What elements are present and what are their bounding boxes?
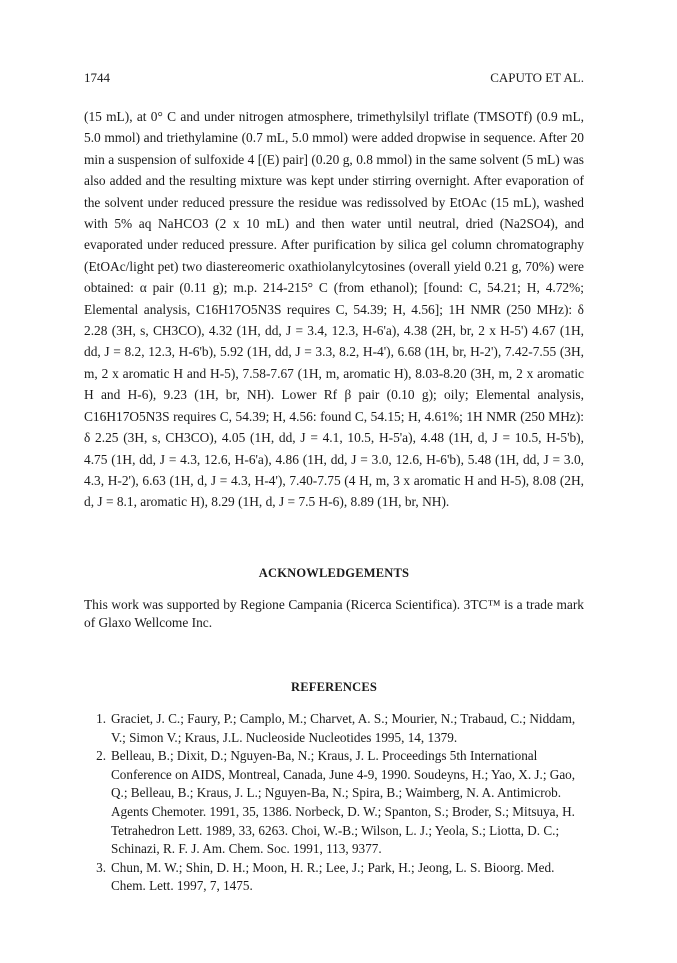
running-title: CAPUTO ET AL. bbox=[490, 70, 584, 85]
reference-number: 1. bbox=[96, 711, 106, 726]
reference-item bbox=[84, 710, 584, 747]
page-header bbox=[84, 70, 584, 90]
acknowledgements-text: This work was supported by Regione Campania (Ricerca Scientifica). 3TC™ is a trade mark of Glaxo Wellcome Inc. bbox=[84, 597, 584, 630]
reference-list bbox=[84, 710, 584, 896]
reference-item bbox=[84, 859, 584, 896]
experimental-paragraph bbox=[84, 106, 584, 513]
reference-text: Chun, M. W.; Shin, D. H.; Moon, H. R.; Lee, J.; Park, H.; Jeong, L. S. Bioorg. Med. Chem. Lett. 1997, 7, 1475. bbox=[111, 859, 555, 894]
body-paragraph: (15 mL), at 0° C and under nitrogen atmosphere, trimethylsilyl triflate (TMSOTf) (0.9 mL, 5.0 mmol) and triethylamine (0.7 mL, 5.0 mmol) were added dropwise in sequence. After 20 min a suspension of sulfoxide 4 [(E) pair] (0.20 g, 0.8 mmol) in the same solvent (5 mL) was also added and the resulting mixture was kept under stirring overnight. After evaporation of the solvent under reduced pressure the residue was redissolved by EtOAc (15 mL), washed with 5% aq NaHCO3 (2 x 10 mL) and then water until neutral, dried (Na2SO4), and evaporated under reduced pressure. After purification by silica gel column chromatography (EtOAc/light pet) two diastereomeric oxathiolanylcytosines (overall yield 0.21 g, 70%) were obtained: α pair (0.11 g); m.p. 214-215° C (from ethanol); [found: C, 54.21; H, 4.72%; Elemental analysis, C16H17O5N3S requires C, 54.39; H, 4.56]; 1H NMR (250 MHz): δ 2.28 (3H, s, CH3CO), 4.32 (1H, dd, J = 3.4, 12.3, H-6'a), 4.38 (2H, br, 2 x H-5') 4.67 (1H, dd, J = 8.2, 12.3, H-6'b), 5.92 (1H, dd, J = 3.3, 8.2, H-4'), 6.68 (1H, br, H-2'), 7.42-7.55 (3H, m, 2 x aromatic H and H-5), 7.58-7.67 (1H, m, aromatic H), 8.03-8.20 (3H, m, 2 x aromatic H and H-6), 9.23 (1H, br, NH). Lower Rf β pair (0.10 g); oily; Elemental analysis, C16H17O5N3S requires C, 54.39; H, 4.56: found C, 54.15; H, 4.61%; 1H NMR (250 MHz): δ 2.25 (3H, s, CH3CO), 4.05 (1H, dd, J = 4.1, 10.5, H-5'a), 4.48 (1H, d, J = 10.5, H-5'b), 4.75 (1H, dd, J = 4.3, 12.6, H-6'a), 4.86 (1H, dd, J = 3.0, 12.6, H-6'b), 5.48 (1H, dd, J = 3.0, 4.3, H-2'), 6.63 (1H, d, J = 4.3, H-4'), 7.40-7.75 (4 H, m, 3 x aromatic H and H-5), 8.08 (2H, d, J = 8.1, aromatic H), 8.29 (1H, d, J = 7.5 H-6), 8.89 (1H, br, NH). bbox=[84, 109, 584, 510]
acknowledgements-heading: ACKNOWLEDGEMENTS bbox=[258, 566, 410, 580]
page-number: 1744 bbox=[84, 70, 110, 85]
reference-text: Belleau, B.; Dixit, D.; Nguyen-Ba, N.; Kraus, J. L. Proceedings 5th International Conference on AIDS, Montreal, Canada, June 4-9, 1990. Soudeyns, H.; Yao, X. J.; Gao, Q.; Belleau, B.; Kraus, J. L.; Nguyen-Ba, N.; Spira, B.; Waimberg, N. A. Antimicrob. Agents Chemoter. 1991, 35, 1386. Norbeck, D. W.; Spanton, S.; Broder, S.; Mitsuya, H. Tetrahedron Lett. 1989, 33, 6263. Choi, W.-B.; Wilson, L. J.; Yeola, S.; Liotta, D. C.; Schinazi, R. F. J. Am. Chem. Soc. 1991, 113, 9377. bbox=[111, 748, 576, 857]
reference-text: Graciet, J. C.; Faury, P.; Camplo, M.; Charvet, A. S.; Mourier, N.; Trabaud, C.; Niddam, V.; Simon V.; Kraus, J.L. Nucleoside Nucleotides 1995, 14, 1379. bbox=[111, 711, 576, 745]
reference-number: 2. bbox=[96, 748, 106, 764]
reference-item bbox=[84, 747, 584, 859]
reference-number: 3. bbox=[96, 859, 106, 875]
references-heading: REFERENCES bbox=[290, 680, 378, 694]
